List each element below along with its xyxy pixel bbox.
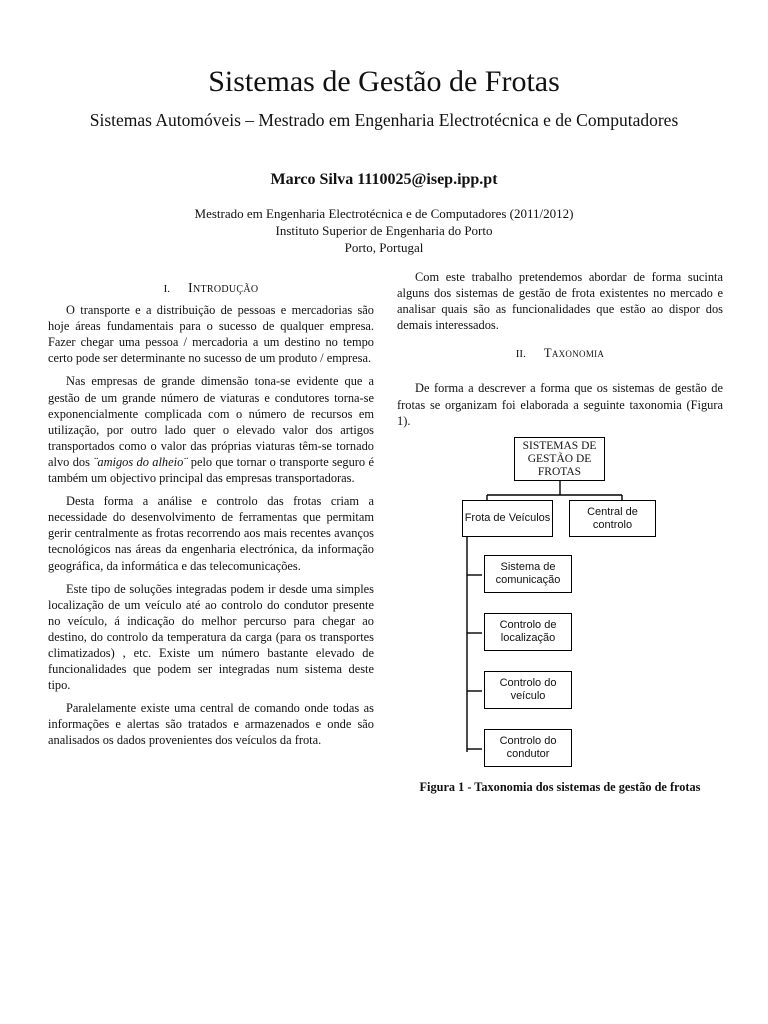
paragraph: Paralelamente existe uma central de comando onde todas as informações e alertas são tratados e armazenados e onde são analisados os dados provenientes dos veículos da frota.	[48, 701, 374, 748]
section-number: II.	[515, 348, 526, 361]
section-heading-introducao	[48, 280, 374, 297]
connector-lines	[397, 432, 727, 777]
taxonomy-vehicle-box: Controlo do veículo	[484, 671, 572, 709]
paragraph	[48, 373, 374, 486]
taxonomy-location-box: Controlo de localização	[484, 613, 572, 651]
paper-title: Sistemas de Gestão de Frotas	[208, 65, 560, 98]
paragraph: O transporte e a distribuição de pessoas e mercadorias são hoje áreas fundamentais para o sucesso de qualquer empresa. Fazer chegar uma pessoa / mercadoria a um destino no tempo certo pode ser determinante no sucesso de um produto / empresa.	[48, 303, 374, 366]
quoted-phrase: ¨amigos do alheio¨	[93, 454, 188, 469]
paragraph-text: Nas empresas de grande dimensão tona-se evidente que a gestão de um grande número de viaturas e condutores torna-se exponencialmente complicada com o número de recursos em utilização, por outro lado quer o elevado valor dos artigos transportados como o valor das próprias viaturas têm-se tornado alvo dos	[48, 374, 374, 469]
paragraph-text: pelo que tornar o transporte seguro é também um objectivo principal das empresas transportadoras.	[48, 454, 374, 486]
affiliation-institute: Instituto Superior de Engenharia do Porto	[275, 223, 493, 238]
right-column	[397, 269, 723, 436]
affiliation	[0, 205, 768, 256]
author-line: Marco Silva 1110025@isep.ipp.pt	[270, 171, 498, 188]
left-column	[48, 280, 374, 756]
section-title: Introdução	[187, 281, 259, 296]
affiliation-location: Porto, Portugal	[344, 240, 424, 255]
section-title: Taxonomia	[543, 346, 605, 361]
taxonomy-communication-box: Sistema de comunicação	[484, 555, 572, 593]
taxonomy-figure	[397, 432, 727, 777]
figure-caption: Figura 1 - Taxonomia dos sistemas de gestão de frotas	[419, 780, 701, 794]
taxonomy-control-center-box: Central de controlo	[569, 500, 656, 537]
affiliation-program: Mestrado em Engenharia Electrotécnica e de Computadores (2011/2012)	[194, 206, 574, 221]
paragraph: De forma a descrever a forma que os sistemas de gestão de frotas se organizam foi elaborada a seguinte taxonomia (Figura 1).	[397, 381, 723, 428]
paper-subtitle: Sistemas Automóveis – Mestrado em Engenharia Electrotécnica e de Computadores	[89, 110, 679, 130]
paragraph: Com este trabalho pretendemos abordar de forma sucinta alguns dos sistemas de gestão de frota existentes no mercado e analisar quais são as funcionalidades que estão ao dispor dos demais interessados.	[397, 270, 723, 333]
paragraph: Este tipo de soluções integradas podem ir desde uma simples localização de um veículo até ao controlo do condutor presente no veículo, á indicação do melhor percurso para chegar ao destino, do controlo da temperatura da carga (para os transportes climatizados) , etc. Existe um número bastante elevado de funcionalidades que podem ser integradas num sistema deste tipo.	[48, 581, 374, 693]
taxonomy-fleet-box: Frota de Veículos	[462, 500, 553, 537]
section-number: I.	[163, 283, 170, 295]
taxonomy-driver-box: Controlo do condutor	[484, 729, 572, 767]
section-heading-taxonomia	[397, 345, 723, 362]
taxonomy-root-box: SISTEMAS DE GESTÃO DE FROTAS	[514, 437, 605, 481]
paragraph: Desta forma a análise e controlo das frotas criam a necessidade do desenvolvimento de ferramentas que permitam gerir centralmente as frotas recorrendo aos mais recentes avanços tecnológicos nas áreas da engenharia electrónica, da informação geográfica, da informática e das telecomunicações.	[48, 494, 374, 573]
